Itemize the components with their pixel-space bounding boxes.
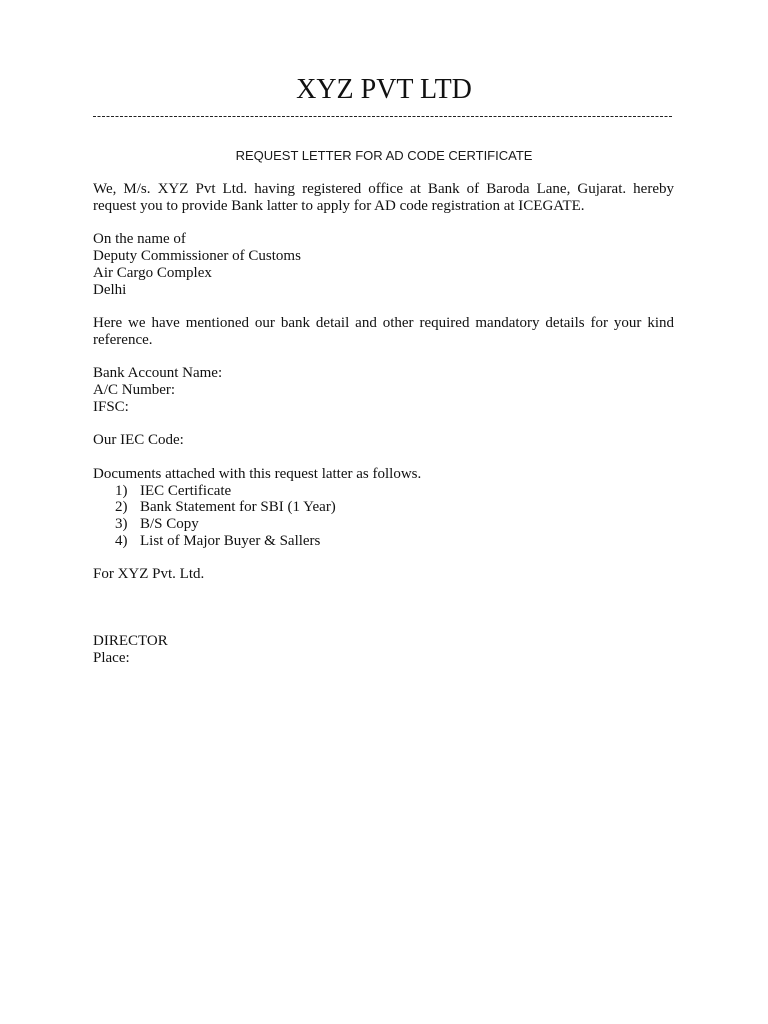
reference-paragraph (93, 315, 674, 349)
iec-block (93, 432, 674, 449)
addressee-line: On the name of (93, 231, 186, 248)
reference-line: Here we have mentioned our bank detail and other required mandatory details for your kind (93, 315, 674, 331)
list-item-text: Bank Statement for SBI (1 Year) (140, 499, 336, 516)
documents-list-item (93, 483, 674, 500)
list-item-number: 3) (115, 516, 128, 532)
header-divider (93, 116, 672, 117)
list-item-number: 2) (115, 499, 128, 516)
list-item-text: IEC Certificate (140, 482, 232, 499)
addressee-block (93, 231, 674, 298)
addressee-line: Delhi (93, 281, 127, 298)
company-name-heading: XYZ PVT LTD (296, 74, 472, 105)
list-item-number: 1) (115, 482, 128, 499)
list-item-text: List of Major Buyer & Sallers (140, 532, 321, 549)
documents-intro: Documents attached with this request latter as follows. (93, 465, 422, 482)
closing-for-line: For XYZ Pvt. Ltd. (93, 566, 205, 583)
addressee-line: Deputy Commissioner of Customs (93, 248, 301, 264)
list-item-text: B/S Copy (140, 516, 199, 532)
reference-line: reference. (93, 331, 153, 348)
documents-list-item (93, 516, 674, 533)
bank-account-name-label: Bank Account Name: (93, 365, 223, 382)
documents-list (93, 483, 674, 550)
signature-block (93, 633, 674, 667)
iec-code-label: Our IEC Code: (93, 432, 184, 449)
addressee-line: Air Cargo Complex (93, 264, 212, 281)
ifsc-label: IFSC: (93, 398, 129, 415)
closing-block (93, 566, 674, 583)
documents-list-item (93, 499, 674, 516)
letter-subject: REQUEST LETTER FOR AD CODE CERTIFICATE (235, 148, 533, 163)
documents-intro-block (93, 466, 674, 483)
list-item-number: 4) (115, 532, 128, 549)
intro-line: We, M/s. XYZ Pvt Ltd. having registered office at Bank of Baroda Lane, Gujarat. hereby (93, 181, 674, 197)
letter-body (93, 181, 674, 667)
intro-paragraph (93, 181, 674, 215)
ac-number-label: A/C Number: (93, 382, 176, 398)
bank-details (93, 365, 674, 415)
signatory-designation: DIRECTOR (93, 633, 168, 650)
documents-list-item (93, 533, 674, 550)
place-label: Place: (93, 650, 130, 666)
intro-line: request you to provide Bank latter to apply for AD code registration at ICEGATE. (93, 197, 585, 214)
